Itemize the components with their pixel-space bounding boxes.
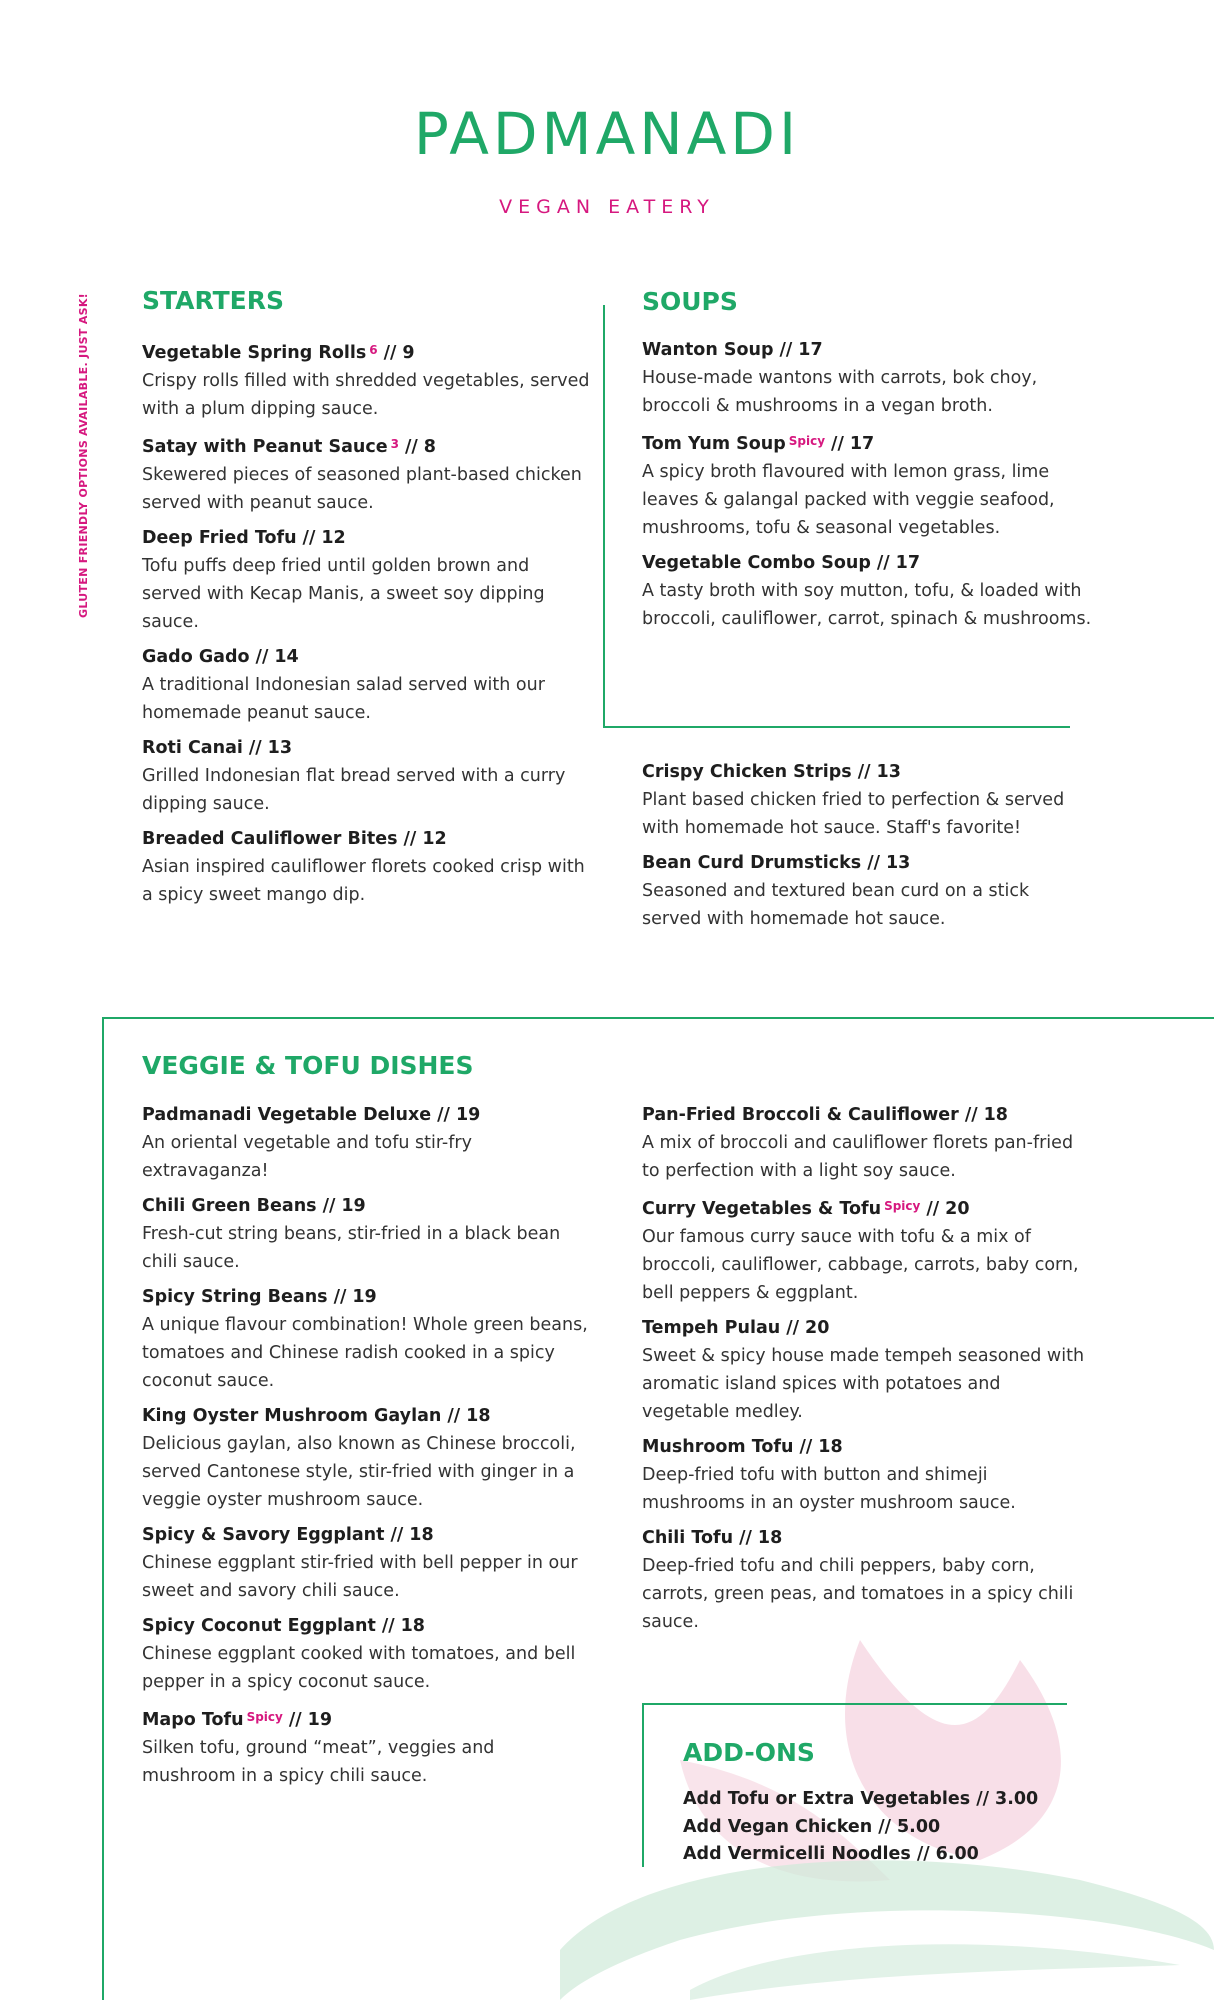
menu-item-price: 17 xyxy=(895,553,921,573)
price-separator: // xyxy=(867,853,880,873)
menu-item-price: 13 xyxy=(267,738,293,758)
soups-list xyxy=(642,336,1092,640)
menu-item-name: King Oyster Mushroom Gaylan xyxy=(142,1406,442,1426)
menu-item-description: Chinese eggplant stir-fried with bell pepper in our sweet and savory chili sauce. xyxy=(142,1553,578,1601)
menu-item-description: A mix of broccoli and cauliflower florets pan-fried to perfection with a light soy sauce. xyxy=(642,1133,1074,1181)
soups-divider-horizontal xyxy=(603,726,1070,728)
menu-item xyxy=(142,1101,592,1185)
menu-item-price: 17 xyxy=(798,340,823,360)
menu-item-name: Mushroom Tofu xyxy=(642,1437,794,1457)
menu-item-price: 18 xyxy=(757,1528,783,1548)
menu-item-description: A tasty broth with soy mutton, tofu, & loaded with broccoli, cauliflower, carrot, spinach & mushrooms. xyxy=(642,581,1092,629)
menu-item-price: 20 xyxy=(945,1199,970,1219)
menu-item-name: Vegetable Combo Soup xyxy=(642,553,871,573)
price-separator: // xyxy=(333,1287,347,1307)
menu-item-name: Breaded Cauliflower Bites xyxy=(142,829,398,849)
veggie-border-left xyxy=(102,1017,104,2000)
extras-list xyxy=(642,758,1092,940)
veggie-border-top xyxy=(102,1017,1214,1019)
menu-item-title xyxy=(142,734,592,762)
price-separator: // xyxy=(255,647,269,667)
gluten-free-note: GLUTEN FRIENDLY OPTIONS AVAILABLE. JUST ASK! xyxy=(77,293,90,619)
menu-item-description: Delicious gaylan, also known as Chinese broccoli, served Cantonese style, stir-fried with ginger in a veggie oyster mushroom sauce. xyxy=(142,1434,576,1510)
menu-item-price: 18 xyxy=(983,1105,1008,1125)
brand-tagline: VEGAN EATERY xyxy=(499,196,715,218)
menu-item-price: 8 xyxy=(423,437,436,457)
menu-item xyxy=(642,758,1092,842)
menu-item-name: Gado Gado xyxy=(142,647,250,667)
starters-title: STARTERS xyxy=(142,286,284,315)
menu-item-badge: 6 xyxy=(369,343,378,357)
menu-item xyxy=(142,1192,592,1276)
addon-price: 3.00 xyxy=(995,1789,1039,1809)
starters-list xyxy=(142,336,592,916)
brand-logo: PADMANADI xyxy=(413,100,801,168)
menu-item-title xyxy=(142,1192,592,1220)
menu-item xyxy=(142,1402,592,1514)
menu-item-title xyxy=(142,1703,592,1734)
menu-item-title xyxy=(142,430,592,461)
menu-item xyxy=(142,1283,592,1395)
price-separator: // xyxy=(916,1844,930,1864)
menu-item xyxy=(142,643,592,727)
menu-item-title xyxy=(142,1283,592,1311)
menu-item xyxy=(642,336,1092,420)
soups-title: SOUPS xyxy=(642,287,738,316)
menu-item-price: 19 xyxy=(341,1196,366,1216)
menu-item-name: Crispy Chicken Strips xyxy=(642,762,852,782)
addon-name: Add Vermicelli Noodles xyxy=(683,1844,911,1864)
menu-item-description: Seasoned and textured bean curd on a stick served with homemade hot sauce. xyxy=(642,881,1030,929)
price-separator: // xyxy=(878,1816,891,1837)
price-separator: // xyxy=(857,762,871,782)
menu-item xyxy=(642,549,1092,633)
menu-item-title xyxy=(642,1433,1092,1461)
menu-item xyxy=(642,1101,1092,1185)
price-separator: // xyxy=(390,1525,404,1545)
menu-item-title xyxy=(142,643,592,671)
menu-item-price: 9 xyxy=(402,343,415,363)
menu-item-title xyxy=(142,1402,592,1430)
menu-item-badge: Spicy xyxy=(884,1199,921,1213)
menu-item-description: Chinese eggplant cooked with tomatoes, and bell pepper in a spicy coconut sauce. xyxy=(142,1644,576,1692)
menu-item-title xyxy=(142,1612,592,1640)
price-separator: // xyxy=(248,738,262,758)
menu-item-badge: Spicy xyxy=(788,434,826,448)
addon-name: Add Tofu or Extra Vegetables xyxy=(683,1789,971,1809)
addons-title: ADD-ONS xyxy=(683,1738,815,1767)
menu-item-name: Vegetable Spring Rolls xyxy=(142,343,367,363)
menu-item-description: Deep-fried tofu with button and shimeji mushrooms in an oyster mushroom sauce. xyxy=(642,1465,1016,1513)
veggie-right-list xyxy=(642,1101,1092,1643)
menu-item-title xyxy=(642,549,1092,577)
price-separator: // xyxy=(786,1318,800,1338)
menu-item-name: Spicy String Beans xyxy=(142,1287,328,1307)
price-separator: // xyxy=(383,343,397,363)
menu-item xyxy=(142,734,592,818)
price-separator: // xyxy=(447,1406,461,1426)
menu-item-name: Wanton Soup xyxy=(642,340,774,360)
price-separator: // xyxy=(302,528,316,548)
price-separator: // xyxy=(831,434,844,454)
menu-item-price: 17 xyxy=(849,434,875,454)
menu-item-description: A traditional Indonesian salad served with our homemade peanut sauce. xyxy=(142,675,545,723)
addons-list xyxy=(683,1786,1133,1869)
menu-item-price: 18 xyxy=(466,1406,491,1426)
menu-item-name: Tom Yum Soup xyxy=(642,434,786,454)
menu-item xyxy=(642,1192,1092,1307)
menu-item-description: A unique flavour combination! Whole green beans, tomatoes and Chinese radish cooked in a spicy coconut sauce. xyxy=(142,1315,588,1391)
price-separator: // xyxy=(288,1710,302,1730)
menu-item xyxy=(642,427,1092,542)
addons-border-left xyxy=(642,1703,644,1867)
price-separator: // xyxy=(404,437,418,457)
menu-item-name: Pan-Fried Broccoli & Cauliflower xyxy=(642,1105,959,1125)
menu-item-price: 14 xyxy=(274,647,299,667)
price-separator: // xyxy=(964,1105,978,1125)
menu-item-price: 20 xyxy=(805,1318,830,1338)
menu-item-description: Tofu puffs deep fried until golden brown and served with Kecap Manis, a sweet soy dipping sauce. xyxy=(142,556,545,632)
veggie-title: VEGGIE & TOFU DISHES xyxy=(142,1051,474,1080)
menu-item-description: Asian inspired cauliflower florets cooked crisp with a spicy sweet mango dip. xyxy=(142,857,585,905)
addon-name: Add Vegan Chicken xyxy=(683,1816,873,1837)
menu-item-price: 18 xyxy=(409,1525,434,1545)
menu-item-name: Satay with Peanut Sauce xyxy=(142,437,388,457)
price-separator: // xyxy=(381,1616,395,1636)
menu-item-title xyxy=(642,849,1092,877)
menu-item-name: Chili Green Beans xyxy=(142,1196,317,1216)
menu-item-title xyxy=(642,336,1092,364)
menu-item xyxy=(142,1703,592,1790)
menu-item-price: 19 xyxy=(307,1710,333,1730)
menu-item-badge: Spicy xyxy=(246,1710,283,1724)
menu-item-description: Grilled Indonesian flat bread served with a curry dipping sauce. xyxy=(142,766,566,814)
price-separator: // xyxy=(739,1528,752,1548)
menu-item xyxy=(142,336,592,423)
menu-item-title xyxy=(142,336,592,367)
menu-item-name: Spicy & Savory Eggplant xyxy=(142,1525,385,1545)
price-separator: // xyxy=(926,1199,940,1219)
menu-item-price: 19 xyxy=(455,1105,481,1125)
menu-item-description: Skewered pieces of seasoned plant-based chicken served with peanut sauce. xyxy=(142,465,582,513)
menu-item xyxy=(642,1314,1092,1426)
menu-item-badge: 3 xyxy=(390,437,399,451)
menu-item-title xyxy=(142,1521,592,1549)
menu-item-title xyxy=(642,427,1092,458)
menu-item-name: Bean Curd Drumsticks xyxy=(642,853,862,873)
price-separator: // xyxy=(437,1105,450,1125)
menu-item-title xyxy=(642,1314,1092,1342)
menu-item-name: Chili Tofu xyxy=(642,1528,734,1548)
menu-item-title xyxy=(142,825,592,853)
price-separator: // xyxy=(976,1789,990,1809)
menu-item xyxy=(642,849,1092,933)
menu-item-price: 12 xyxy=(321,528,346,548)
price-separator: // xyxy=(779,340,793,360)
menu-item-description: Silken tofu, ground “meat”, veggies and mushroom in a spicy chili sauce. xyxy=(142,1738,495,1786)
menu-item-price: 13 xyxy=(876,762,901,782)
menu-item-description: Crispy rolls filled with shredded vegetables, served with a plum dipping sauce. xyxy=(142,371,590,419)
menu-item xyxy=(142,524,592,636)
menu-item-price: 12 xyxy=(422,829,447,849)
menu-item xyxy=(142,430,592,517)
price-separator: // xyxy=(799,1437,813,1457)
veggie-left-list xyxy=(142,1101,592,1797)
menu-item-description: Fresh-cut string beans, stir-fried in a black bean chili sauce. xyxy=(142,1224,561,1272)
menu-item-price: 19 xyxy=(352,1287,377,1307)
menu-item-description: An oriental vegetable and tofu stir-fry extravaganza! xyxy=(142,1133,472,1181)
menu-item-title xyxy=(642,1192,1092,1223)
menu-item-description: A spicy broth flavoured with lemon grass, lime leaves & galangal packed with veggie seafood, mushrooms, tofu & seasonal vegetables. xyxy=(642,462,1055,538)
menu-item-price: 18 xyxy=(400,1616,425,1636)
menu-item-description: Sweet & spicy house made tempeh seasoned with aromatic island spices with potatoes and vegetable medley. xyxy=(642,1346,1085,1422)
addon-item xyxy=(683,1841,1133,1869)
price-separator: // xyxy=(403,829,417,849)
price-separator: // xyxy=(876,553,890,573)
menu-item-price: 13 xyxy=(885,853,911,873)
addon-item xyxy=(683,1786,1133,1814)
menu-item xyxy=(142,825,592,909)
menu-item-name: Spicy Coconut Eggplant xyxy=(142,1616,376,1636)
menu-item-name: Roti Canai xyxy=(142,738,243,758)
menu-item-title xyxy=(142,524,592,552)
addon-price: 5.00 xyxy=(897,1816,941,1837)
addon-price: 6.00 xyxy=(935,1844,979,1864)
menu-item-description: House-made wantons with carrots, bok choy, broccoli & mushrooms in a vegan broth. xyxy=(642,368,1038,416)
menu-item-title xyxy=(642,1524,1092,1552)
menu-item-title xyxy=(142,1101,592,1129)
menu-item-description: Deep-fried tofu and chili peppers, baby corn, carrots, green peas, and tomatoes in a spicy chili sauce. xyxy=(642,1556,1074,1632)
menu-item xyxy=(642,1433,1092,1517)
menu-item-title xyxy=(642,758,1092,786)
menu-item-name: Mapo Tofu xyxy=(142,1710,244,1730)
menu-item-title xyxy=(642,1101,1092,1129)
menu-item xyxy=(142,1612,592,1696)
menu-item-description: Our famous curry sauce with tofu & a mix of broccoli, cauliflower, cabbage, carrots, baby corn, bell peppers & eggplant. xyxy=(642,1227,1079,1303)
menu-item-price: 18 xyxy=(818,1437,843,1457)
addons-border-top xyxy=(642,1703,1067,1705)
menu-item-description: Plant based chicken fried to perfection & served with homemade hot sauce. Staff's favorite! xyxy=(642,790,1065,838)
menu-item-name: Curry Vegetables & Tofu xyxy=(642,1199,882,1219)
menu-item-name: Deep Fried Tofu xyxy=(142,528,297,548)
price-separator: // xyxy=(322,1196,336,1216)
menu-item-name: Tempeh Pulau xyxy=(642,1318,781,1338)
soups-divider-vertical xyxy=(603,305,605,728)
menu-item-name: Padmanadi Vegetable Deluxe xyxy=(142,1105,432,1125)
menu-item xyxy=(142,1521,592,1605)
addon-item xyxy=(683,1814,1133,1842)
